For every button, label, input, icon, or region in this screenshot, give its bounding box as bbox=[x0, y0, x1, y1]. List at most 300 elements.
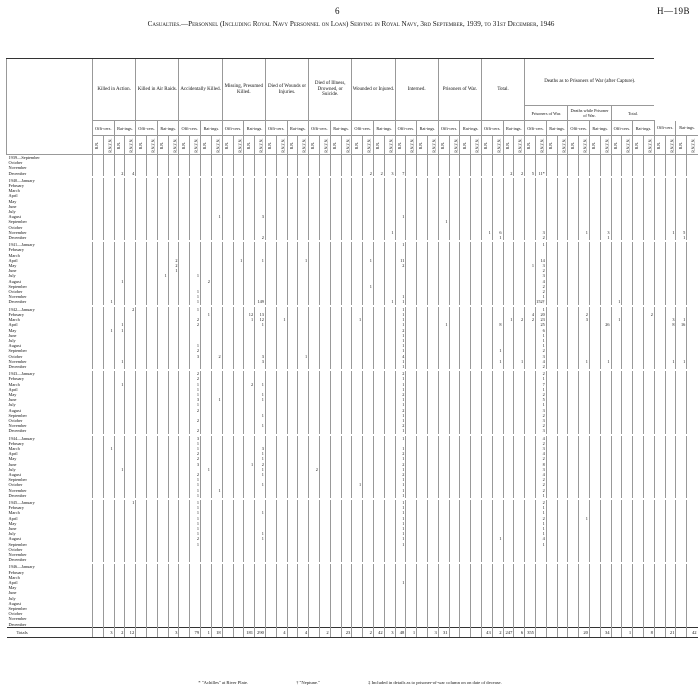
period-label: April bbox=[8, 515, 18, 521]
table-cell: 1 bbox=[535, 338, 546, 343]
table-cell: 1 bbox=[535, 294, 546, 299]
table-cell: 1 bbox=[190, 482, 201, 487]
service-label: R.N.Z.N. bbox=[518, 138, 523, 153]
period-label: October bbox=[8, 546, 23, 552]
service-label: R.N. bbox=[462, 141, 467, 150]
table-cell: 152† bbox=[536, 299, 545, 305]
period-label: June bbox=[8, 268, 17, 274]
table-cell: 1 bbox=[190, 477, 201, 482]
table-cell: 20 bbox=[535, 312, 546, 317]
table-cell: 1 bbox=[676, 359, 687, 364]
table-cell: 1 bbox=[190, 516, 201, 521]
service-header bbox=[600, 136, 611, 155]
service-header bbox=[417, 136, 428, 155]
table-cell: 4 bbox=[535, 279, 546, 284]
table-cell: 1 bbox=[395, 348, 406, 353]
period-label: May bbox=[8, 585, 17, 591]
table-cell: 1 bbox=[395, 307, 406, 312]
period-label: 1940—January bbox=[8, 177, 35, 183]
period-label: March bbox=[8, 381, 20, 387]
table-cell: 2 bbox=[535, 348, 546, 353]
table-cell: 1 bbox=[481, 230, 492, 235]
period-label: March bbox=[8, 188, 20, 194]
rank-header: Offi-cers. bbox=[525, 121, 547, 136]
table-cell: 1 bbox=[395, 364, 406, 369]
period-label: May bbox=[8, 327, 17, 333]
service-header bbox=[492, 136, 503, 155]
table-cell: 1 bbox=[535, 521, 546, 526]
table-cell: 3 bbox=[535, 263, 546, 268]
service-label: R.N. bbox=[505, 141, 510, 150]
column-group-header: Interned. bbox=[395, 59, 438, 121]
service-header bbox=[665, 136, 676, 155]
table-cell: 5 bbox=[676, 230, 687, 235]
table-cell: 1 bbox=[168, 268, 179, 273]
table-cell: 1 bbox=[395, 580, 406, 585]
table-cell: 1 bbox=[103, 328, 114, 333]
table-cell: 1 bbox=[492, 348, 503, 353]
table-cell: 3 bbox=[255, 354, 266, 359]
period-label: 1939—September bbox=[8, 155, 40, 160]
service-label: R.N.Z.N. bbox=[367, 138, 372, 153]
table-cell: 2 bbox=[514, 171, 525, 176]
rank-header: Offi-cers. bbox=[611, 121, 633, 136]
table-cell: 1 bbox=[395, 397, 406, 402]
service-header bbox=[568, 136, 579, 155]
table-cell: 2 bbox=[190, 376, 201, 381]
table-cell: 3 bbox=[255, 446, 266, 451]
table-cell: 1 bbox=[535, 376, 546, 381]
page-number: 6 bbox=[335, 6, 340, 16]
service-label: R.N. bbox=[224, 141, 229, 150]
table-cell: 1 bbox=[384, 299, 395, 304]
table-cell: 1 bbox=[255, 392, 266, 397]
table-cell: 1 bbox=[190, 446, 201, 451]
service-label: R.N. bbox=[95, 141, 100, 150]
service-label: R.N. bbox=[203, 141, 208, 150]
table-cell: 1 bbox=[600, 235, 611, 240]
rank-header: Rat-ings. bbox=[503, 121, 525, 136]
table-cell: 1 bbox=[190, 307, 201, 312]
service-header bbox=[654, 136, 665, 155]
table-cell: 1 bbox=[114, 279, 125, 284]
table-cell: 1 bbox=[395, 387, 406, 392]
service-label: R.N. bbox=[635, 141, 640, 150]
table-cell: 2 bbox=[255, 462, 266, 467]
table-cell: 2 bbox=[395, 408, 406, 413]
period-label: September bbox=[8, 219, 27, 225]
service-label: R.N.Z.N. bbox=[216, 138, 221, 153]
service-label: R.N.Z.N. bbox=[497, 138, 502, 153]
table-cell: 1 bbox=[395, 402, 406, 407]
table-cell: 1 bbox=[211, 488, 222, 493]
table-cell: 2 bbox=[395, 423, 406, 428]
period-label: April bbox=[8, 257, 18, 263]
column-group-header: Killed in Action. bbox=[93, 59, 136, 121]
table-cell: 16 bbox=[676, 322, 687, 327]
period-label: August bbox=[8, 278, 21, 284]
table-cell: 3 bbox=[190, 397, 201, 402]
table-cell: 2 bbox=[395, 451, 406, 456]
table-cell: 1 bbox=[190, 402, 201, 407]
table-cell: 1 bbox=[298, 354, 309, 359]
service-label: R.N.Z.N. bbox=[324, 138, 329, 153]
table-cell: 1 bbox=[503, 317, 514, 322]
service-header bbox=[309, 136, 320, 155]
service-label: R.N.Z.N. bbox=[691, 138, 696, 153]
service-header bbox=[179, 136, 190, 155]
table-cell: 1 bbox=[395, 338, 406, 343]
period-label: July bbox=[8, 209, 16, 215]
table-cell: 1 bbox=[125, 500, 136, 505]
service-header bbox=[481, 136, 492, 155]
table-cell: 1 bbox=[190, 510, 201, 515]
table-cell: 2 bbox=[190, 456, 201, 461]
period-label: June bbox=[8, 332, 17, 338]
table-cell: 1 bbox=[395, 317, 406, 322]
table-cell: 2 bbox=[395, 328, 406, 333]
period-label: August bbox=[8, 471, 21, 477]
table-cell: 1 bbox=[665, 230, 676, 235]
service-header bbox=[319, 136, 330, 155]
service-header bbox=[363, 136, 374, 155]
table-cell: 1 bbox=[244, 462, 255, 467]
table-cell: 6 bbox=[492, 230, 503, 235]
service-label: R.N.Z.N. bbox=[389, 138, 394, 153]
table-cell: 1 bbox=[255, 536, 266, 541]
service-label: R.N. bbox=[354, 141, 359, 150]
table-cell: 4 bbox=[525, 312, 536, 317]
rank-header: Offi-cers. bbox=[222, 121, 244, 136]
table-cell: 1 bbox=[525, 263, 536, 268]
table-cell: 2 bbox=[535, 477, 546, 482]
table-cell: 1 bbox=[255, 258, 266, 263]
rank-header: Offi-cers. bbox=[309, 121, 331, 136]
table-cell: 2 bbox=[535, 371, 546, 376]
table-cell: 1 bbox=[190, 441, 201, 446]
period-label: October bbox=[8, 224, 23, 230]
table-cell: 1 bbox=[211, 397, 222, 402]
table-cell: 1 bbox=[190, 294, 201, 299]
table-cell: 1 bbox=[114, 328, 125, 333]
period-label: May bbox=[8, 198, 17, 204]
table-cell: 2 bbox=[255, 235, 266, 240]
table-cell: 2 bbox=[535, 441, 546, 446]
service-header bbox=[157, 136, 168, 155]
table-cell: 1 bbox=[190, 392, 201, 397]
table-cell: 5 bbox=[535, 397, 546, 402]
table-cell: 1 bbox=[395, 482, 406, 487]
service-header bbox=[589, 136, 600, 155]
period-label: October bbox=[8, 160, 23, 166]
service-label: R.N.Z.N. bbox=[475, 138, 480, 153]
table-cell: 1 bbox=[395, 516, 406, 521]
table-cell: 1 bbox=[190, 382, 201, 387]
table-cell: 3 bbox=[665, 317, 676, 322]
table-cell: 3 bbox=[535, 273, 546, 278]
service-label: R.N.Z.N. bbox=[410, 138, 415, 153]
table-cell: 14 bbox=[535, 258, 546, 263]
service-label: R.N.Z.N. bbox=[583, 138, 588, 153]
period-label: November bbox=[8, 229, 27, 235]
period-label: February bbox=[8, 440, 25, 446]
table-cell: 2 bbox=[168, 263, 179, 268]
service-label: R.N.Z.N. bbox=[648, 138, 653, 153]
table-cell: 1 bbox=[395, 214, 406, 219]
service-header bbox=[233, 136, 244, 155]
period-label: 1945—January bbox=[8, 500, 35, 505]
column-group-header: Accidentally Killed. bbox=[179, 59, 222, 121]
service-header bbox=[244, 136, 255, 155]
rank-header: Offi-cers. bbox=[481, 121, 503, 136]
table-cell: 2 bbox=[395, 371, 406, 376]
table-cell: 1 bbox=[211, 214, 222, 219]
table-cell: 4 bbox=[535, 436, 546, 441]
service-label: R.N.Z.N. bbox=[454, 138, 459, 153]
period-label: August bbox=[8, 536, 21, 542]
table-cell: 2 bbox=[190, 536, 201, 541]
period-label: April bbox=[8, 322, 18, 328]
table-cell: 1 bbox=[395, 428, 406, 433]
table-cell: 1 bbox=[395, 382, 406, 387]
rank-header: Rat-ings. bbox=[201, 121, 223, 136]
table-cell: 2 bbox=[190, 418, 201, 423]
table-cell: 1 bbox=[233, 258, 244, 263]
service-header bbox=[503, 136, 514, 155]
period-label: July bbox=[8, 595, 16, 601]
table-cell: 1 bbox=[298, 258, 309, 263]
period-label: May bbox=[8, 391, 17, 397]
period-label: 1943—January bbox=[8, 371, 35, 377]
period-label: October bbox=[8, 482, 23, 488]
service-header bbox=[460, 136, 471, 155]
table-cell: 3 bbox=[535, 230, 546, 235]
service-label: R.N. bbox=[376, 141, 381, 150]
table-cell: 7 bbox=[535, 382, 546, 387]
table-cell: 2 bbox=[125, 307, 136, 312]
period-label: August bbox=[8, 343, 21, 349]
table-cell: 2 bbox=[244, 382, 255, 387]
table-cell: 2 bbox=[190, 317, 201, 322]
period-label: October bbox=[8, 417, 23, 423]
table-cell: 6 bbox=[535, 328, 546, 333]
table-cell: 1 bbox=[395, 376, 406, 381]
table-cell: 1 bbox=[395, 493, 406, 498]
table-cell: 2 bbox=[190, 371, 201, 376]
table-cell: 2 bbox=[535, 516, 546, 521]
service-header bbox=[427, 136, 438, 155]
service-label: R.N. bbox=[138, 141, 143, 150]
pow-subgroup-header: Prisoners of War. bbox=[525, 106, 568, 121]
table-cell: 1 bbox=[579, 359, 590, 364]
pow-subgroup-header: Total. bbox=[611, 106, 654, 121]
service-label: R.N.Z.N. bbox=[562, 138, 567, 153]
table-cell: 1 bbox=[244, 317, 255, 322]
period-label: 1941—January bbox=[8, 242, 35, 248]
table-cell: 1 bbox=[395, 359, 406, 364]
table-cell: 1 bbox=[190, 500, 201, 505]
table-cell: 3 bbox=[579, 317, 590, 322]
table-cell: 4 bbox=[125, 171, 136, 176]
service-label: R.N. bbox=[527, 141, 532, 150]
period-label: November bbox=[8, 358, 27, 364]
rank-header: Rat-ings. bbox=[330, 121, 352, 136]
period-label: July bbox=[8, 337, 16, 343]
table-cell: 2 bbox=[190, 322, 201, 327]
table-cell: 2 bbox=[395, 472, 406, 477]
service-header bbox=[514, 136, 525, 155]
table-cell: 1 bbox=[535, 387, 546, 392]
table-cell: 3 bbox=[600, 230, 611, 235]
period-label: April bbox=[8, 193, 18, 199]
table-cell: 4 bbox=[535, 451, 546, 456]
table-cell: 1 bbox=[255, 451, 266, 456]
table-cell: 2 bbox=[535, 482, 546, 487]
period-label: December bbox=[8, 557, 27, 563]
period-label: February bbox=[8, 376, 25, 382]
rank-header: Rat-ings. bbox=[546, 121, 568, 136]
table-cell: 2 bbox=[535, 364, 546, 369]
service-header bbox=[190, 136, 201, 155]
service-label: R.N.Z.N. bbox=[345, 138, 350, 153]
period-label: December bbox=[8, 363, 27, 369]
period-label: June bbox=[8, 203, 17, 209]
service-header bbox=[125, 136, 136, 155]
service-header bbox=[535, 136, 546, 155]
table-cell: 2 bbox=[643, 312, 654, 317]
table-cell: 11 bbox=[395, 258, 406, 263]
table-cell: 2 bbox=[535, 500, 546, 505]
service-label: R.N. bbox=[570, 141, 575, 150]
service-header bbox=[222, 136, 233, 155]
period-label: April bbox=[8, 451, 18, 457]
table-cell: 2 bbox=[190, 408, 201, 413]
service-label: R.N.Z.N. bbox=[129, 138, 134, 153]
service-header bbox=[395, 136, 406, 155]
table-cell: 1 bbox=[600, 359, 611, 364]
table-cell: 1 bbox=[190, 273, 201, 278]
service-header bbox=[103, 136, 114, 155]
table-cell: 1 bbox=[579, 230, 590, 235]
table-cell: 1 bbox=[535, 526, 546, 531]
service-header bbox=[265, 136, 276, 155]
table-cell: 1 bbox=[190, 289, 201, 294]
table-cell: 1 bbox=[190, 531, 201, 536]
service-header bbox=[643, 136, 654, 155]
period-label: May bbox=[8, 263, 17, 269]
table-cell: 1 bbox=[395, 467, 406, 472]
table-cell: 1 bbox=[395, 418, 406, 423]
period-label: December bbox=[8, 428, 27, 434]
table-cell: 2 bbox=[535, 284, 546, 289]
service-header bbox=[449, 136, 460, 155]
table-cell: 2 bbox=[535, 423, 546, 428]
service-label: R.N. bbox=[246, 141, 251, 150]
rank-header: Rat-ings. bbox=[114, 121, 136, 136]
table-cell: 4 bbox=[395, 354, 406, 359]
service-label: R.N.Z.N. bbox=[173, 138, 178, 153]
table-cell: 1 bbox=[255, 413, 266, 418]
period-label: December bbox=[8, 235, 27, 241]
service-label: R.N. bbox=[613, 141, 618, 150]
service-header bbox=[687, 136, 698, 155]
table-cell: 1 bbox=[535, 510, 546, 515]
header-group-row bbox=[7, 59, 698, 106]
period-label: February bbox=[8, 183, 25, 189]
service-header bbox=[611, 136, 622, 155]
table-cell: 4 bbox=[535, 359, 546, 364]
service-label: R.N. bbox=[181, 141, 186, 150]
service-header bbox=[525, 136, 536, 155]
table-cell: 1 bbox=[395, 477, 406, 482]
table-cell: 1 bbox=[157, 273, 168, 278]
table-cell: 1 bbox=[395, 436, 406, 441]
period-label: February bbox=[8, 311, 25, 317]
header-service-row bbox=[7, 136, 698, 155]
table-cell: 3 bbox=[535, 354, 546, 359]
period-label: July bbox=[8, 466, 16, 472]
table-cell: 2 bbox=[373, 171, 384, 176]
table-cell: 1 bbox=[255, 467, 266, 472]
service-label: R.N.Z.N. bbox=[194, 138, 199, 153]
table-cell: 1 bbox=[395, 294, 406, 299]
table-cell: 1 bbox=[255, 482, 266, 487]
period-label: June bbox=[8, 397, 17, 403]
period-label: June bbox=[8, 526, 17, 532]
service-header bbox=[201, 136, 212, 155]
table-cell: 1 bbox=[255, 423, 266, 428]
table-cell: 1 bbox=[535, 402, 546, 407]
table-cell: 2 bbox=[168, 258, 179, 263]
table-cell: 3 bbox=[190, 354, 201, 359]
period-label: November bbox=[8, 487, 27, 493]
column-group-header: Died of Wounds or Injuries. bbox=[265, 59, 308, 121]
service-label: R.N. bbox=[484, 141, 489, 150]
table-cell: 1 bbox=[395, 488, 406, 493]
service-header bbox=[211, 136, 222, 155]
service-label: R.N.Z.N. bbox=[302, 138, 307, 153]
service-label: R.N.Z.N. bbox=[151, 138, 156, 153]
rank-header: Rat-ings. bbox=[373, 121, 395, 136]
table-cell: 12 bbox=[244, 312, 255, 317]
table-cell: 2 bbox=[190, 451, 201, 456]
period-label: 1944—January bbox=[8, 435, 35, 441]
table-cell: 8 bbox=[535, 462, 546, 467]
service-header bbox=[330, 136, 341, 155]
period-label: September bbox=[8, 477, 27, 483]
period-label: June bbox=[8, 590, 17, 596]
rank-header: Rat-ings. bbox=[287, 121, 309, 136]
table-cell: 1 bbox=[352, 482, 363, 487]
table-cell: 1 bbox=[395, 510, 406, 515]
rank-header: Offi-cers. bbox=[136, 121, 158, 136]
rank-header: Rat-ings. bbox=[244, 121, 266, 136]
service-header bbox=[276, 136, 287, 155]
service-header bbox=[287, 136, 298, 155]
service-label: R.N. bbox=[657, 141, 662, 150]
rank-header: Offi-cers. bbox=[93, 121, 115, 136]
rank-header: Rat-ings. bbox=[157, 121, 179, 136]
table-cell: 1 bbox=[384, 230, 395, 235]
period-label: March bbox=[8, 252, 20, 258]
table-cell: 2 bbox=[535, 235, 546, 240]
table-cell: 1 bbox=[255, 510, 266, 515]
table-cell: 26 bbox=[600, 322, 611, 327]
table-cell: 1 bbox=[363, 258, 374, 263]
service-header bbox=[633, 136, 644, 155]
service-label: R.N.Z.N. bbox=[281, 138, 286, 153]
table-cell: 1 bbox=[395, 505, 406, 510]
